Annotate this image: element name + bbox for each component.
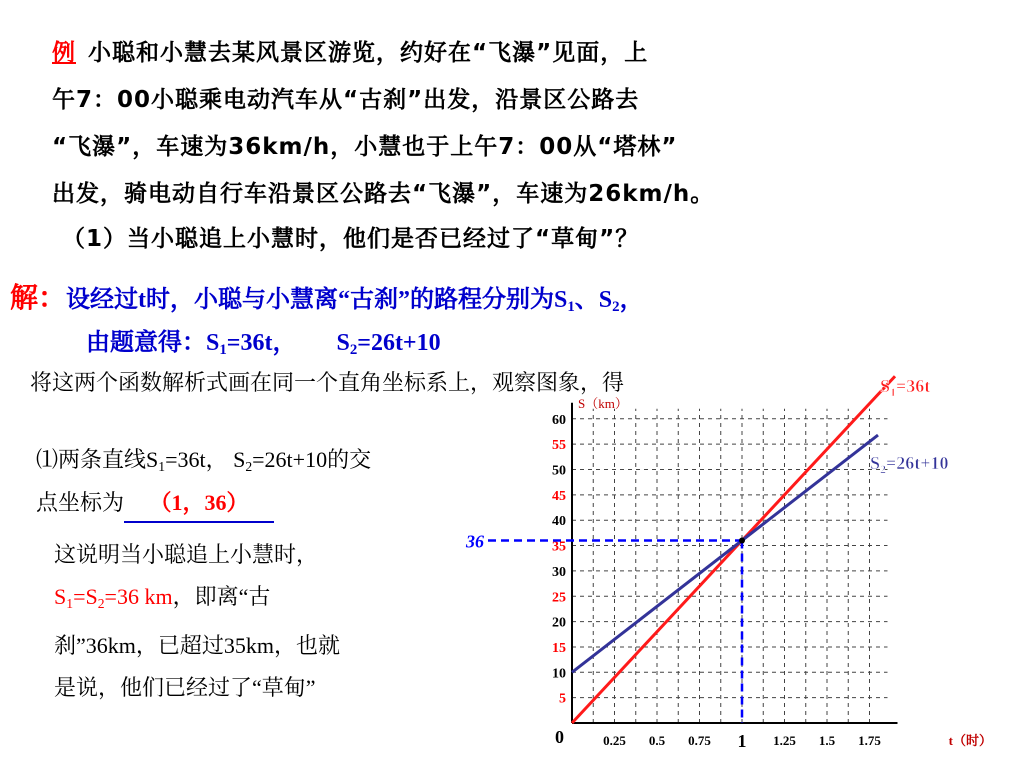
x-tick-label: 1.75 [858, 733, 881, 748]
series-label-s1: $S_1=36t$ [880, 376, 931, 399]
problem-line-4: 出发，骑电动自行车沿景区公路去“飞瀑”，车速为26km/h。 [52, 181, 715, 207]
draw-instruction: 将这两个函数解析式画在同一个直角坐标系上，观察图象，得 [30, 371, 625, 396]
problem-line-3: “飞瀑”，车速为36km/h，小慧也于上午7：00从“塔林” [52, 134, 678, 160]
problem-line-1: 例 小聪和小慧去某风景区游览，约好在“飞瀑”见面，上 [52, 40, 649, 66]
x-tick-label: 0.75 [688, 733, 711, 748]
y-tick-label: 10 [552, 666, 566, 682]
series-line-s2 [572, 435, 878, 672]
example-tag: 例 [52, 40, 76, 66]
y-tick-label: 40 [552, 514, 566, 530]
y-tick-label: 5 [559, 691, 566, 707]
intersection-point [739, 537, 745, 543]
x-tick-label: 1.25 [773, 733, 796, 748]
question-1: （1）当小聪追上小慧时，他们是否已经过了“草甸”？ [62, 226, 640, 252]
intersection-y-label: 36 [466, 531, 484, 552]
intersection-statement: ⑴两条直线$S_1=36t$， $S_2=26t+10$的交 点坐标为 （1，36） [36, 442, 496, 523]
y-tick-label: 55 [552, 438, 566, 454]
solution-setup: 解：设经过t时，小聪与小慧离“古刹”的路程分别为$S_1$、$S_2$， [10, 283, 644, 316]
y-tick-label: 50 [552, 463, 566, 479]
x-tick-label: 1.5 [818, 733, 836, 748]
x-axis-label: t（时） [948, 733, 992, 748]
y-tick-label: 35 [552, 539, 566, 555]
series-line-s1 [572, 376, 895, 723]
y-tick-label: 15 [552, 640, 566, 656]
y-tick-label: 60 [552, 412, 566, 428]
y-tick-label: 45 [552, 488, 566, 504]
problem-line-2: 午7：00小聪乘电动汽车从“古刹”出发，沿景区公路去 [52, 87, 640, 113]
intersection-answer: （1，36） [124, 485, 274, 523]
y-axis-label: S（km） [578, 395, 628, 411]
y-tick-label: 25 [552, 590, 566, 606]
origin-label: 0 [555, 727, 564, 747]
explanation: 这说明当小聪追上小慧时， $S_1=S_2=36$ km，即离“古 刹”36km，已超过35km，也就 是说，他们已经过了“草甸” [54, 542, 340, 700]
x-tick-label: 0.25 [603, 733, 626, 748]
solution-label: 解： [10, 283, 67, 314]
y-tick-label: 30 [552, 564, 566, 580]
solution-equations: 由题意得：$S_1=36t$， $S_2=26t+10$ [86, 330, 441, 359]
y-tick-label: 20 [552, 615, 566, 631]
series-label-s2: $S_2=26t+10$ [870, 453, 949, 476]
x-tick-label: 1 [737, 731, 747, 751]
x-tick-label: 0.5 [648, 733, 666, 748]
